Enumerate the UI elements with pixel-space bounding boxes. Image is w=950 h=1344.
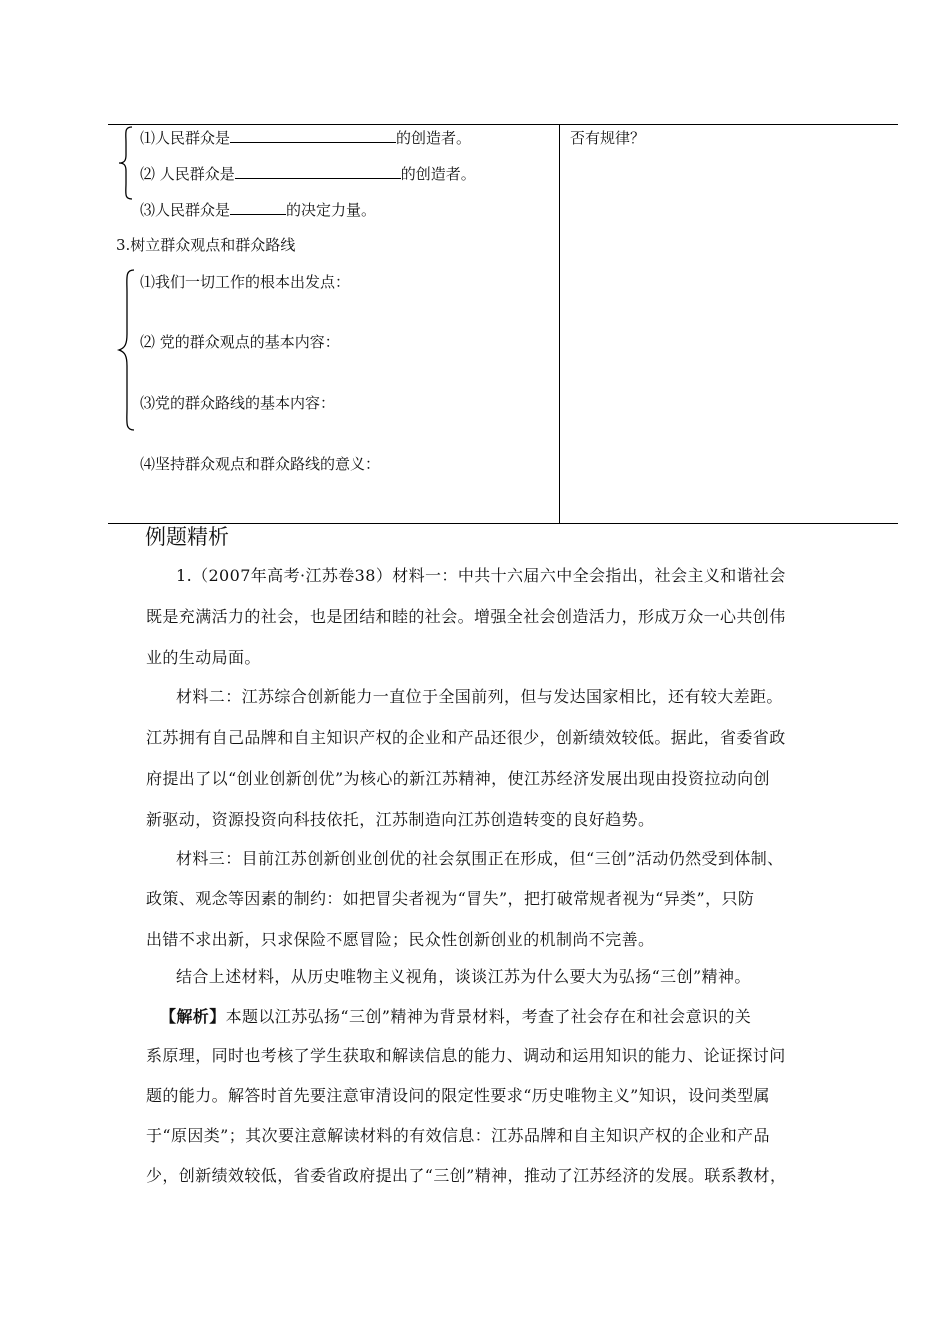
para-line: 既是充满活力的社会，也是团结和睦的社会。增强全社会创造活力，形成万众一心共创伟 xyxy=(146,607,786,626)
item-1-suffix: 的创造者。 xyxy=(396,129,472,147)
item-2-prefix: ⑵ 人民群众是 xyxy=(140,165,235,183)
item-3 xyxy=(140,200,376,220)
question-1: ⑴我们一切工作的根本出发点： xyxy=(140,273,351,291)
para-line: 结合上述材料，从历史唯物主义视角，谈谈江苏为什么要大为弘扬“三创”精神。 xyxy=(176,967,751,986)
question-2: ⑵ 党的群众观点的基本内容： xyxy=(140,333,340,351)
right-note: 否有规律？ xyxy=(570,129,646,147)
brace-icon xyxy=(116,125,136,201)
para-line: 材料二：江苏综合创新能力一直位于全国前列，但与发达国家相比，还有较大差距。 xyxy=(176,687,783,706)
analysis-line: 系原理，同时也考核了学生获取和解读信息的能力、调动和运用知识的能力、论证探讨问 xyxy=(146,1046,786,1065)
analysis-line: 题的能力。解答时首先要注意审清设问的限定性要求“历史唯物主义”知识，设问类型属 xyxy=(146,1086,770,1105)
para-line: 府提出了以“创业创新创优”为核心的新江苏精神，使江苏经济发展出现由投资拉动向创 xyxy=(146,769,770,788)
fill-blank[interactable] xyxy=(230,128,396,143)
item-1 xyxy=(140,128,471,148)
para-line: 政策、观念等因素的制约：如把冒尖者视为“冒失”，把打破常规者视为“异类”，只防 xyxy=(146,889,755,908)
fill-blank[interactable] xyxy=(235,164,401,179)
analysis-text: 本题以江苏弘扬“三创”精神为背景材料，考查了社会存在和社会意识的关 xyxy=(225,1007,752,1026)
section-title: 例题精析 xyxy=(145,525,229,549)
heading-3: 3.树立群众观点和群众路线 xyxy=(116,236,296,254)
fill-blank[interactable] xyxy=(230,200,286,215)
para-line: 材料三：目前江苏创新创业创优的社会氛围正在形成，但“三创”活动仍然受到体制、 xyxy=(176,849,784,868)
analysis-line: 少，创新绩效较低，省委省政府提出了“三创”精神，推动了江苏经济的发展。联系教材， xyxy=(146,1166,787,1185)
analysis-line: 于“原因类”；其次要注意解读材料的有效信息：江苏品牌和自主知识产权的企业和产品 xyxy=(146,1126,770,1145)
item-3-prefix: ⑶人民群众是 xyxy=(140,201,231,219)
para-line: 江苏拥有自己品牌和自主知识产权的企业和产品还很少，创新绩效较低。据此，省委省政 xyxy=(146,728,786,747)
question-3: ⑶党的群众路线的基本内容： xyxy=(140,394,336,412)
item-2 xyxy=(140,164,476,184)
table-top-border xyxy=(108,124,898,125)
brace-icon xyxy=(116,268,138,432)
item-1-prefix: ⑴人民群众是 xyxy=(140,129,231,147)
question-4: ⑷坚持群众观点和群众路线的意义： xyxy=(140,455,381,473)
item-2-suffix: 的创造者。 xyxy=(400,165,476,183)
para-line: 新驱动，资源投资向科技依托，江苏制造向江苏创造转变的良好趋势。 xyxy=(146,810,655,829)
analysis-label: 【解析】 xyxy=(160,1007,226,1026)
para-line: 业的生动局面。 xyxy=(146,648,261,667)
table-column-divider xyxy=(559,124,560,523)
para-line: 1.（2007年高考·江苏卷38）材料一：中共十六届六中全会指出，社会主义和谐社会 xyxy=(176,566,786,585)
para-line: 出错不求出新，只求保险不愿冒险；民众性创新创业的机制尚不完善。 xyxy=(146,930,655,949)
analysis-line xyxy=(160,1007,751,1027)
item-3-suffix: 的决定力量。 xyxy=(286,201,377,219)
